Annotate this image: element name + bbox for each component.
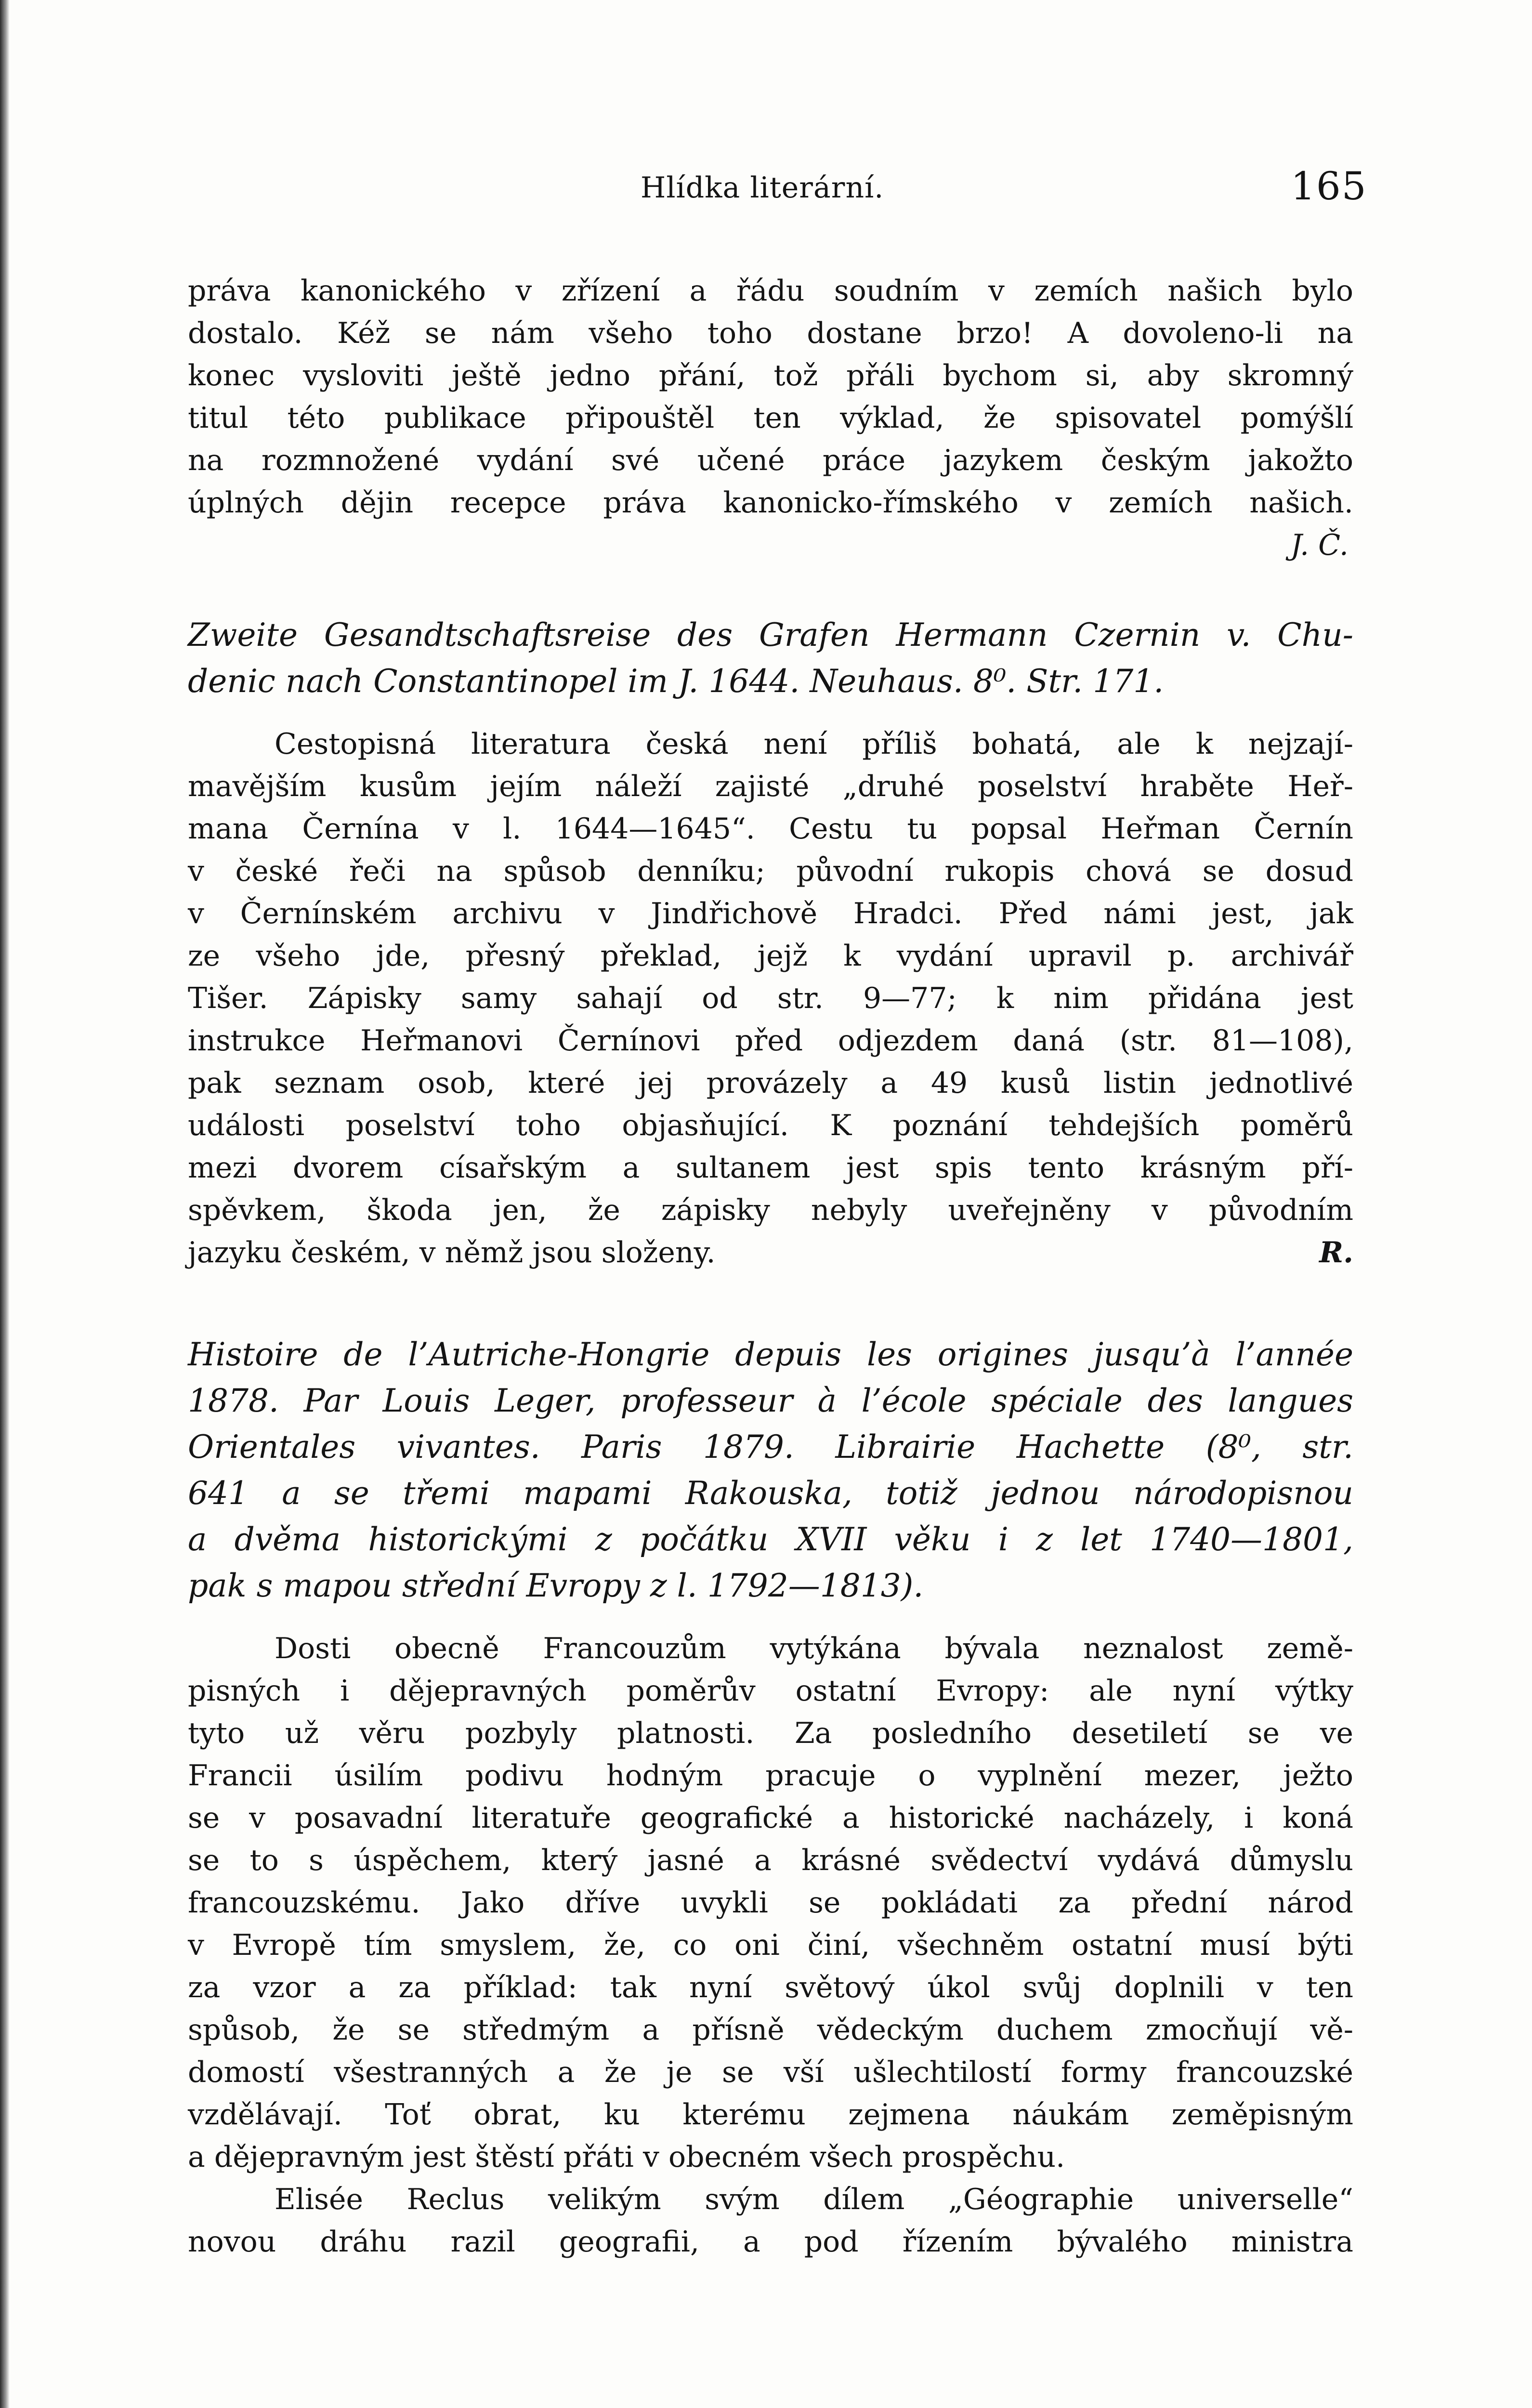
text-line: v Černínském archivu v Jindřichově Hradci. Před námi jest, jak: [188, 897, 1353, 930]
last-line-with-signature: [188, 1231, 1353, 1274]
review-title-line: Orientales vivantes. Paris 1879. Librairie Hachette (8⁰, str.: [188, 1428, 1353, 1466]
review-title-line: denic nach Constantinopel im J. 1644. Neuhaus. 8⁰. Str. 171.: [188, 663, 1164, 700]
review-2: [188, 612, 1353, 1274]
review-title-line: Zweite Gesandtschaftsreise des Grafen Hermann Czernin v. Chu-: [188, 616, 1353, 654]
text-line: konec vysloviti ještě jedno přání, tož přáli bychom si, aby skromný: [188, 359, 1353, 393]
page-number: 165: [1291, 164, 1367, 209]
text-line: mana Černína v l. 1644—1645“. Cestu tu popsal Heřman Černín: [188, 812, 1353, 846]
text-line: spůsob, že se středmým a přísně vědeckým duchem zmocňují vě-: [188, 2013, 1353, 2047]
text-line: pisných i dějepravných poměrův ostatní Evropy: ale nyní výtky: [188, 1674, 1353, 1708]
text-line: novou dráhu razil geografii, a pod řízením bývalého ministra: [188, 2225, 1353, 2259]
text-line: Elisée Reclus velikým svým dílem „Géographie universelle“: [275, 2183, 1353, 2216]
text-line: tyto už věru pozbyly platnosti. Za posledního desetiletí se ve: [188, 1716, 1353, 1750]
page-body: [188, 270, 1353, 2263]
page-binding-edge: [0, 0, 10, 2408]
text-line: mavějším kusům jejím náleží zajisté „druhé poselství hraběte Heř-: [188, 770, 1353, 803]
review-title-line: a dvěma historickými z počátku XVII věku i z let 1740—1801,: [188, 1521, 1353, 1558]
running-head: Hlídka literární.: [641, 171, 884, 205]
reviewer-signature: R.: [1319, 1236, 1353, 1269]
text-line: titul této publikace připouštěl ten výklad, že spisovatel pomýšlí: [188, 401, 1353, 435]
text-line: v Evropě tím smyslem, že, co oni činí, všechněm ostatní musí býti: [188, 1928, 1353, 1962]
review-title-line: 1878. Par Louis Leger, professeur à l’école spéciale des langues: [188, 1382, 1353, 1419]
text-line: za vzor a za příklad: tak nyní světový úkol svůj doplnili v ten: [188, 1971, 1353, 2004]
text-line: Tišer. Zápisky samy sahají od str. 9—77; k nim přidána jest: [188, 982, 1353, 1015]
text-line: instrukce Heřmanovi Černínovi před odjezdem daná (str. 81—108),: [188, 1024, 1353, 1058]
text-line: na rozmnožené vydání své učené práce jazykem českým jakožto: [188, 444, 1353, 477]
text-line: jazyku českém, v němž jsou složeny.: [188, 1236, 716, 1269]
text-line: pak seznam osob, které jej provázely a 49 kusů listin jednotlivé: [188, 1066, 1353, 1100]
text-line: a dějepravným jest štěstí přáti v obecném všech prospěchu.: [188, 2140, 1065, 2174]
text-line: Francii úsilím podivu hodným pracuje o vyplnění mezer, ježto: [188, 1759, 1353, 1793]
text-line: Dosti obecně Francouzům vytýkána bývala neznalost země-: [275, 1632, 1353, 1665]
text-line: úplných dějin recepce práva kanonicko-římského v zemích našich.: [188, 486, 1353, 520]
text-line: mezi dvorem císařským a sultanem jest spis tento krásným pří-: [188, 1151, 1353, 1185]
text-line: se to s úspěchem, který jasné a krásné svědectví vydává důmyslu: [188, 1844, 1353, 1877]
text-line: Cestopisná literatura česká není příliš bohatá, ale k nejzají-: [275, 727, 1353, 761]
text-line: francouzskému. Jako dříve uvykli se pokládati za přední národ: [188, 1886, 1353, 1920]
text-line: práva kanonického v zřízení a řádu soudním v zemích našich bylo: [188, 274, 1353, 308]
text-line: v české řeči na spůsob denníku; původní rukopis chová se dosud: [188, 854, 1353, 888]
reviewer-signature: J. Č.: [1290, 528, 1349, 562]
text-line: spěvkem, škoda jen, že zápisky nebyly uveřejněny v původním: [188, 1193, 1353, 1227]
review-title-line: Histoire de l’Autriche-Hongrie depuis les origines jusqu’à l’année: [188, 1336, 1353, 1373]
text-line: ze všeho jde, přesný překlad, jejž k vydání upravil p. archivář: [188, 939, 1353, 973]
review-title-line: 641 a se třemi mapami Rakouska, totiž jednou národopisnou: [188, 1475, 1353, 1512]
text-line: vzdělávají. Toť obrat, ku kterému zejmena náukám zeměpisným: [188, 2098, 1353, 2132]
text-line: domostí všestranných a že je se vší ušlechtilostí formy francouzské: [188, 2055, 1353, 2089]
review-3: [188, 1332, 1353, 2263]
review-1-continued: [188, 270, 1353, 566]
text-line: se v posavadní literatuře geografické a historické nacházely, i koná: [188, 1801, 1353, 1835]
text-line: události poselství toho objasňující. K poznání tehdejších poměrů: [188, 1109, 1353, 1142]
text-line: dostalo. Kéž se nám všeho toho dostane brzo! A dovoleno-li na: [188, 316, 1353, 350]
review-title-line: pak s mapou střední Evropy z l. 1792—1813).: [188, 1567, 924, 1604]
